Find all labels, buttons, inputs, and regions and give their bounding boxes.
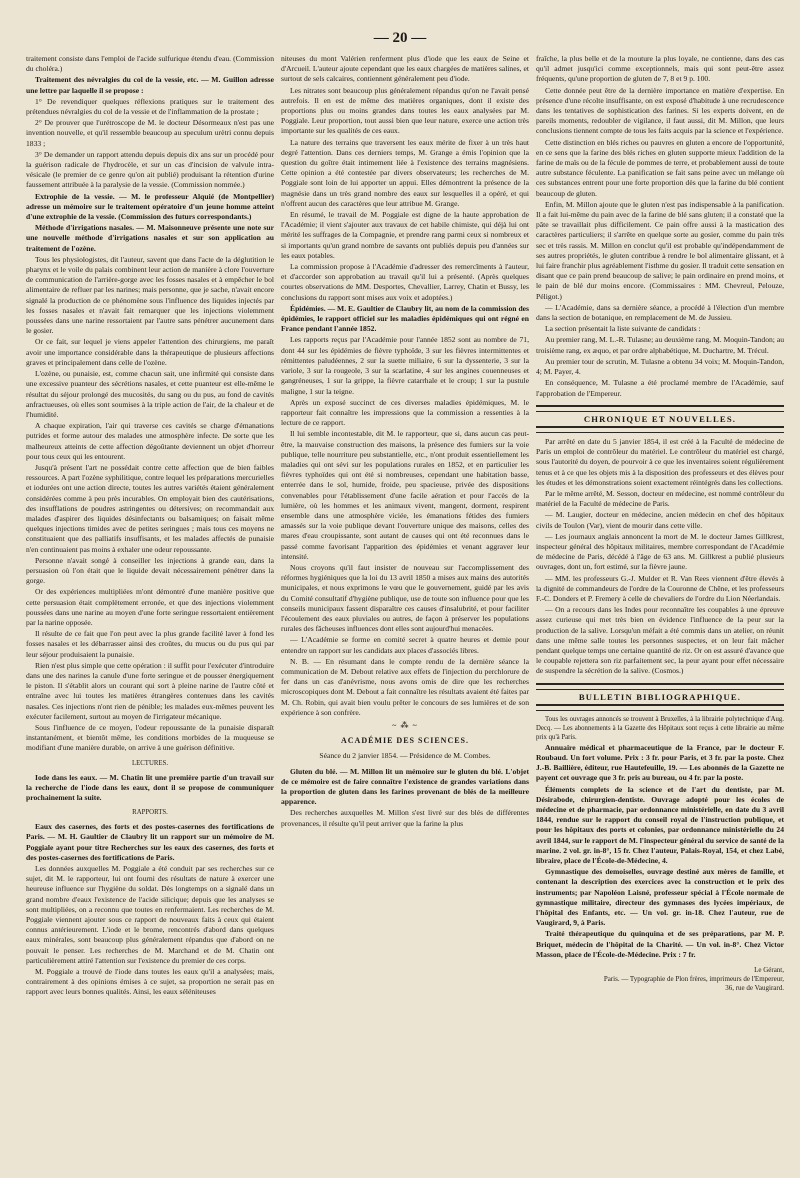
paragraph: Les nitrates sont beaucoup plus généralement répandus qu'on ne l'avait pensé autrefois. Il en est de même des matières organiques, dont il existe des proportions plus ou moins grandes dans toutes les eaux analysées par M. Poggiale. Leur proportion, tout aussi bien que leur nature, exerce une action très importante sur les qualités de ces eaux.: [281, 85, 529, 136]
paragraph: Enfin, M. Millon ajoute que le gluten n'est pas indispensable à la panification. Il a fait lui-même du pain avec de la farine de blé sans gluten; il a constaté que la pâte se travaillait plus difficilement. Ce pain offre aussi à la mastication des caractères particuliers; il s'arrête en quelque sorte au gosier, comme du pain très sec et très rassis. M. Millon en conclut qu'il est probable qu'indépendamment de ses autres propriétés, le gluten contribue à rendre le bol alimentaire glissant, et à lui faire franchir plus agréablement l'isthme du gosier. Il traduit cette sensation en disant que ce pain prend beaucoup de salive; le pain ordinaire en prend moins, et le pain de blé dur moins encore. (Commissaires : MM. Chevreul, Pelouze, Péligot.): [536, 199, 784, 301]
paragraph: 3° De demander un rapport attendu depuis depuis dix ans sur un procédé pour la guérison radicale de l'hydrocèle, et sur un cas d'incision de valvule intra-vésicale (le premier de ce genre qu'on ait publié) produisant la rétention d'urine faussement attribuée à la paralysie de la vessie. (Commission nommée.): [26, 149, 274, 190]
paragraph: Traité thérapeutique du quinquina et de ses préparations, par M. P. Briquet, médecin de l'hôpital de la Charité. — Un vol. in-8°. Chez Victor Masson, place de l'École-de-Médecine. Prix : 7 fr.: [536, 929, 784, 959]
section-band-chronique: [536, 405, 784, 433]
paragraph: Tous les ouvrages annoncés se trouvent à Bruxelles, à la librairie polytechnique d'Aug. Decq. — Les abonnements à la Gazette des Hôpitaux sont reçus à cette librairie au même prix qu'à Paris.: [536, 715, 784, 741]
section-heading-rapports: RAPPORTS.: [132, 809, 168, 817]
paragraph: Par le même arrêté, M. Sesson, docteur en médecine, est nommé contrôleur du matériel de la Faculté de médecine de Paris.: [536, 488, 784, 509]
divider: [536, 405, 784, 412]
paragraph: La commission propose à l'Académie d'adresser des remercîments à l'auteur, et d'accorder son approbation au travail qu'il lui a présenté. (Après quelques courtes observations de MM. Desportes, Chevallier, Larrey, Chatin et Bussy, les conclusions du rapport sont mises aux voix et adoptées.): [281, 262, 529, 302]
paragraph: Or ce fait, sur lequel je viens appeler l'attention des chirurgiens, me paraît avoir une importance considérable dans la thérapeutique de plusieurs affections graves et principalement dans celle de l'ozène.: [26, 337, 274, 367]
paragraph: Personne n'avait songé à conseiller les injections à grande eau, dans la persuasion où l'on était que le liquide devait nécessairement pénétrer dans la gorge.: [26, 555, 274, 586]
paragraph: Les rapports reçus par l'Académie pour l'année 1852 sont au nombre de 71, dont 44 sur les épidémies de fièvre typhoïde, 3 sur les fièvres intermittentes et rémittentes paludéennes, 2 sur la suette miliaire, 6 sur la dyssenterie, 3 sur la variole, 3 sur la rougeole, 3 sur la scarlatine, 4 sur les angines couenneuses et gangréneuses, 1 sur la grippe, la fièvre catarrhale et le croup; 1 sur la pustule maligne, 1 sur la teigne.: [281, 335, 529, 396]
paragraph: M. Poggiale a trouvé de l'iode dans toutes les eaux qu'il a analysées; mais, contrairement à des opinions émises à ce sujet, sa proportion ne serait pas en rapport avec leurs bonnes qualités. Ainsi, les eaux séléniteuses: [26, 967, 274, 997]
imprint-signature: Le Gérant,: [754, 966, 784, 975]
paragraph: Cette donnée peut être de la dernière importance en matière d'expertise. En présence d'une récolte insuffisante, on est exposé d'habitude à une recrudescence dans les tentatives de sophistication des farines. Si les experts doivent, en de pareils moments, redoubler de vigilance, il faut aussi, dit M. Millon, que leurs conclusions tiennent compte de tous les faits acquis par la science et l'expérience.: [536, 85, 784, 136]
section-band-bulletin: [536, 683, 784, 711]
divider: [536, 683, 784, 690]
paragraph: — M. Laugier, docteur en médecine, ancien médecin en chef des hôpitaux civils de Toulon (Var), vient de mourir dans cette ville.: [536, 510, 784, 530]
section-heading-chronique: CHRONIQUE ET NOUVELLES.: [583, 413, 737, 424]
paragraph: Extrophie de la vessie. — M. le professeur Alquié (de Montpellier) adresse un mémoire sur le traitement opératoire d'un jeune homme atteint d'une extrophie de la vessie. (Commission des futurs correspondants.): [26, 191, 274, 222]
paragraph: Éléments complets de la science et de l'art du dentiste, par M. Désirabode, chirurgien-dentiste. Ouvrage adopté pour les écoles de médecine et de pharmacie, par ordonnance ministérielle, en date du 3 avril 1844, rendue sur le rapport du conseil royal de l'instruction publique, et pour les hôpitaux des ports et colonies, par ordonnance ministérielle du 24 avril 1844, sur le rapport de M. l'inspecteur général du service de santé de la marine. 2 vol. gr. in-8°, 15 fr. Chez l'auteur, Palais-Royal, 154, et chez Labé, libraire, place de l'École-de-Médecine, 4.: [536, 784, 784, 866]
paragraph: fraîche, la plus belle et de la mouture la plus loyale, ne contienne, dans des cas qu'il admet jusqu'ici comme exceptionnels, mais qui sont peut-être assez fréquents, qu'une proportion de gluten de 7, 8 et 9 p. 100.: [536, 54, 784, 84]
paragraph: Tous les physiologistes, dit l'auteur, savent que dans l'acte de la déglutition le pharynx et le voile du palais combinent leur action de manière à clore l'ouverture de communication de l'arrière-gorge avec les fosses nasales et à empêcher le bol alimentaire de refluer par les narines; mais personne, que je sache, n'avait encore signalé la production de ce phénomène sous l'influence des liquides injectés par les fosses nasales et n'avait fait remarquer que les injections violemment poussées dans une narine ressortaient par l'autre sans pénétrer aucunement dans le gosier.: [26, 254, 274, 336]
paragraph: Par arrêté en date du 5 janvier 1854, il est créé à la Faculté de médecine de Paris un emploi de contrôleur du matériel. Le contrôleur du matériel est chargé, sous l'autorité du doyen, de pourvoir à ce que les inventaires soient régulièrement tenus et à ce que les objets mis à la disposition des professeurs et des élèves pour les études et les démonstrations soient exactement réintégrés dans les collections.: [536, 436, 784, 487]
divider: [536, 704, 784, 711]
paragraph: Il lui semble incontestable, dit M. le rapporteur, que si, dans aucun cas peut-être, la mauvaise construction des maisons, la présence des fumiers sur la voie publique, telle nourriture peu substantielle, etc., n'ont produit essentiellement les maladies qui ont sévi sur les populations rurales en 1852, et en particulier les fièvres typhoïdes qui ont été si nombreuses, cependant une habitation basse, enterrée dans le sol, humide, froide, peu spacieuse, privée des dispositions convenables pour l'établissement d'une facile aération et pour l'accès de la lumière, où les hommes et les animaux vivent, mangent, dorment, respirent ensemble dans une atmosphère viciée, les émanations fétides des fumiers amassés sur la voie publique devant l'ouverture unique des maisons, celles des mares d'eau croupissante, sont autant de causes qui ont été reconnues dans le passé comme favorisant l'apparition des épidémies et venant aggraver leur intensité.: [281, 429, 529, 561]
session-line: Séance du 2 janvier 1854. — Présidence de M. Combes.: [319, 751, 491, 761]
paragraph: Or des expériences multipliées m'ont démontré d'une manière positive que cette persuasion était complètement erronée, et que des injections violemment poussées dans une narine au moyen d'une forte seringue ressortaient entièrement par la narine opposée.: [26, 587, 274, 627]
paragraph: Au premier rang, M. L.-R. Tulasne; au deuxième rang, M. Moquin-Tandon; au troisième rang, ex æquo, et par ordre alphabétique, M. Duchartre, M. Trécul.: [536, 335, 784, 355]
paragraph: A chaque expiration, l'air qui traverse ces cavités se charge d'émanations putrides et forme autour des malades une atmosphère infecte. De sorte que les malheureux atteints de cette affection dégoûtante deviennent un objet d'horreur pour tous ceux qui les entourent.: [26, 421, 274, 461]
section-heading-lectures: LECTURES.: [131, 759, 169, 767]
paragraph: — L'Académie se forme en comité secret à quatre heures et demie pour entendre un rapport sur les candidats aux places d'associés libres.: [281, 635, 529, 655]
paragraph: 2° De prouver que l'urétroscope de M. le docteur Désormeaux n'est pas une invention nouvelle, et qu'il ressemble beaucoup au speculum urètri connu depuis 1833 ;: [26, 118, 274, 148]
divider: [536, 426, 784, 433]
paragraph: La nature des terrains que traversent les eaux mérite de fixer à un très haut degré l'attention. Dans ces derniers temps, M. Grange a émis l'opinion que la question du goître était intimement liée à l'existence des terrains magnésiens. Cette opinion a été contestée par divers observateurs; les recherches de M. Poggiale sont loin de lui apporter un appui. Elles démontrent la présence de la magnésie dans un très grand nombre des eaux sur lesquelles il a opéré, et qui n'offrent aucun des caractères que leur attribue M. Grange.: [281, 137, 529, 208]
paragraph: — On a recours dans les Indes pour reconnaître les coupables à une épreuve assez curieuse qui met très bien en évidence l'influence de la peur sur la production de la salive. Lorsqu'un méfait a été commis dans un atelier, on réunit dans une même salle toutes les personnes suspectes, et on leur fait mâcher pendant quelque temps une certaine quantité de riz. Or on est assuré d'avance que le coupable rejettera son riz parfaitement sec, la peur ayant pour effet nécessaire de suspendre la sécrétion de la salive. (Cosmos.): [536, 605, 784, 676]
section-heading-academie-sciences: ACADÉMIE DES SCIENCES.: [340, 736, 470, 746]
paragraph: traitement consiste dans l'emploi de l'acide sulfurique étendu d'eau. (Commission du choléra.): [26, 54, 274, 74]
column-1: [26, 54, 274, 1172]
paragraph: Au premier tour de scrutin, M. Tulasne a obtenu 34 voix; M. Moquin-Tandon, 4; M. Payer, 4.: [536, 356, 784, 377]
paragraph: Après un exposé succinct de ces diverses maladies épidémiques, M. le rapporteur fait connaître les impressions que la commission a ressenties à la lecture de ce rapport.: [281, 397, 529, 428]
paragraph: Gymnastique des demoiselles, ouvrage destiné aux mères de famille, et contenant la description des exercices avec la construction et le prix des instruments; par Napoléon Laisné, professeur spécial à l'École normale de gymnastique militaire, directeur des gymnases des lycées impériaux, de l'hôpital des Enfants, etc. — Un vol. gr. in-18. Chez l'auteur, rue de Vaugirard, 9, à Paris.: [536, 867, 784, 928]
paragraph: niteuses du mont Valérien renferment plus d'iode que les eaux de Seine et d'Arcueil. L'auteur ajoute cependant que les eaux chargées de matières salines, et surtout de sels calcaires, contiennent généralement peu d'iode.: [281, 54, 529, 84]
paragraph: N. B. — En résumant dans le compte rendu de la dernière séance la communication de M. Debout relative aux effets de l'injection du perchlorure de fer dans un cas d'anévrisme, nous avons omis de dire que les recherches microscopiques dont M. Debout a fait connaître les résultats avaient été faites par M. Ch. Robin, qui avait bien voulu prêter le concours de ses lumières et de son expérience à son confrère.: [281, 656, 529, 717]
paragraph: Traitement des névralgies du col de la vessie, etc. — M. Guillon adresse une lettre par laquelle il se propose :: [26, 75, 274, 95]
section-heading-bulletin: BULLETIN BIBLIOGRAPHIQUE.: [578, 691, 742, 702]
paragraph: Gluten du blé. — M. Millon lit un mémoire sur le gluten du blé. L'objet de ce mémoire est de faire connaître l'existence de grandes variations dans la proportion de gluten dans les farines provenant de blés de la meilleure apparence.: [281, 766, 529, 807]
paragraph: Cette distinction en blés riches ou pauvres en gluten a encore de l'opportunité, en ce sens que la farine des blés riches en gluten supporte mieux l'addition de la farine de maïs ou de la fécule de pommes de terre, et probablement aussi de toute autre substance féculente. La panification se fait sans peine avec un mélange où ces substances entrent pour une forte proportion dès que la farine du blé contient beaucoup de gluten.: [536, 137, 784, 198]
column-2: [281, 54, 529, 1172]
paragraph: — MM. les professeurs G.-J. Mulder et R. Van Rees viennent d'être élevés à la dignité de commandeurs de l'ordre de la Couronne de Chêne, et les professeurs F.-C. Donders et P. Fremery à celle de chevaliers de l'ordre du Lion Néerlandais.: [536, 573, 784, 603]
paragraph: Rien n'est plus simple que cette opération : il suffit pour l'exécuter d'introduire dans une des narines la canule d'une forte seringue et de pousser énergiquement le piston. Il s'établit alors un courant qui sort à pleine narine de l'autre côté et entraîne avec lui toutes les matières étrangères contenues dans les cavités nasales. Ces injections n'ont rien de pénible; les malades eux-mêmes peuvent les exécuter facilement, surtout au moyen de l'irrigateur mécanique.: [26, 660, 274, 721]
paragraph: Jusqu'à présent l'art ne possédait contre cette affection que de bien faibles ressources. A part l'ozène syphilitique, contre lequel les préparations mercurielles et iodurées ont une action directe, toutes les autres variétés étaient généralement considérées comme à peu près incurables. On employait bien des cautérisations, des insufflations de poudres astringentes ou détersives; on recommandait aux malades d'aspirer des liquides désinfectants ou balsamiques; on faisait même quelques injections timides avec de petites seringues ; mais tous ces moyens ne constituaient que des palliatifs insuffisants, et les malades affectés de punaisie n'en continuaient pas moins à exhaler une odeur repoussante.: [26, 462, 274, 554]
paragraph: Nous croyons qu'il faut insister de nouveau sur l'accomplissement des réformes hygiéniques que la loi du 13 avril 1850 a mises aux mains des autorités municipales, et nous exprimons le vœu que le gouvernement, guidé par les avis du Comité consultatif d'hygiène publique, use de toute son influence pour que les conseils municipaux fassent disparaître ces causes d'insalubrité, et pour faciliter l'écoulement des eaux pluviales ou autres, de façon à préserver les populations rurales des fâcheuses influences dont elles sont aujourd'hui menacées.: [281, 562, 529, 634]
paragraph: Épidémies. — M. E. Gaultier de Claubry lit, au nom de la commission des épidémies, le rapport officiel sur les maladies épidémiques qui ont régné en France pendant l'année 1852.: [281, 303, 529, 334]
imprint-printer: Paris. — Typographie de Plon frères, imprimeurs de l'Empereur,: [603, 975, 784, 984]
paragraph: L'ozène, ou punaisie, est, comme chacun sait, une infirmité qui consiste dans une excessive puanteur des sécrétions nasales, et cette puanteur est elle-même le résultat du séjour prolongé des mucosités, du sang ou du pus, au fond de cavités anfractueuses, où elles sont soumises à la triple action de l'air, de la chaleur et de l'humidité.: [26, 369, 274, 419]
paragraph: Annuaire médical et pharmaceutique de la France, par le docteur F. Roubaud. Un fort volume. Prix : 3 fr. pour Paris, et 3 fr. par la poste. Chez J.-B. Baillière, éditeur, rue Hautefeuille, 19. — Les abonnés de la Gazette ne payent cet ouvrage que 3 fr. pris au bureau, ou 4 fr. par la poste.: [536, 742, 784, 783]
paragraph: Sous l'influence de ce moyen, l'odeur repoussante de la punaisie disparaît instantanément, et bientôt même, les conditions morbides de la muqueuse se modifiant d'une manière durable, on arrive à une guérison définitive.: [26, 723, 274, 753]
paragraph: Iode dans les eaux. — M. Chatin lit une première partie d'un travail sur la recherche de l'iode dans les eaux, dont il se propose de communiquer prochainement la suite.: [26, 772, 274, 803]
imprint-address: 36, rue de Vaugirard.: [725, 984, 784, 993]
paragraph: Méthode d'irrigations nasales. — M. Maisonneuve présente une note sur une nouvelle méthode d'irrigations nasales et sur son application au traitement de l'ozène.: [26, 223, 274, 253]
column-3: [536, 54, 784, 1172]
imprint: [536, 966, 784, 993]
paragraph: Les données auxquelles M. Poggiale a été conduit par ses recherches sur ce sujet, dit M. le rapporteur, lui ont fourni des résultats de nature à exercer une heureuse influence sur l'hygiène du soldat. Dès longtemps on a signalé dans un grand nombre d'eaux l'existence de l'acide silicique; depuis que les analyses se sont multipliées, on a reconnu que toutes en renfermaient. Les recherches de M. Poggiale viennent ajouter sous ce rapport de nouveaux faits à ceux qui étaient connus antérieurement. L'iode et le brome, rencontrés d'abord dans quelques eaux minérales, sont beaucoup plus généralement répandus que d'abord on ne pouvait le penser. Les recherches de M. Marchand et de M. Chatin ont particulièrement attiré l'attention sur l'existence du premier de ces corps.: [26, 864, 274, 965]
paragraph: Eaux des casernes, des forts et des postes-casernes des fortifications de Paris. — M. H. Gaultier de Claubry lit un rapport sur un mémoire de M. Poggiale ayant pour titre Recherches sur les eaux des casernes, des forts et des postes-casernes des fortifications de Paris.: [26, 822, 274, 862]
paragraph: Des recherches auxquelles M. Millon s'est livré sur des blés de différentes provenances, il résulte qu'il peut arriver que la farine la plus: [281, 808, 529, 828]
page-number: — 20 —: [373, 30, 427, 46]
paragraph: — L'Académie, dans sa dernière séance, a procédé à l'élection d'un membre dans la section de botanique, en remplacement de M. de Jussieu.: [536, 302, 784, 323]
ornament-divider: ~ ⁂ ~: [392, 721, 418, 730]
paragraph: 1° De revendiquer quelques réflexions pratiques sur le traitement des prétendues névralgies du col de la vessie et de l'inflammation de la prostate ;: [26, 96, 274, 117]
paragraph: En conséquence, M. Tulasne a été proclamé membre de l'Académie, sauf l'approbation de l'Empereur.: [536, 378, 784, 398]
paragraph: — Les journaux anglais annoncent la mort de M. le docteur James Gillkrest, inspecteur général des hôpitaux militaires, membre correspondant de l'Académie de médecine de Paris, décédé à l'âge de 63 ans. M. Gillkrest a publié plusieurs ouvrages, dont un, fort estimé, sur la fièvre jaune.: [536, 531, 784, 572]
paragraph: En résumé, le travail de M. Poggiale est digne de la haute approbation de l'Académie; il vient s'ajouter aux travaux de cet habile chimiste, qui déjà lui ont mérité les suffrages de la Compagnie, et prendre rang parmi ceux si nombreux et si importants qu'un grand nombre de savants ont publiés depuis peu d'années sur les eaux potables.: [281, 210, 529, 260]
paragraph: Il résulte de ce fait que l'on peut avec la plus grande facilité laver à fond les fosses nasales et les débarrasser ainsi des croûtes, du mucus ou du pus qui par leur séjour produisaient la punaisie.: [26, 629, 274, 659]
paragraph: La section présentait la liste suivante de candidats :: [545, 324, 701, 334]
